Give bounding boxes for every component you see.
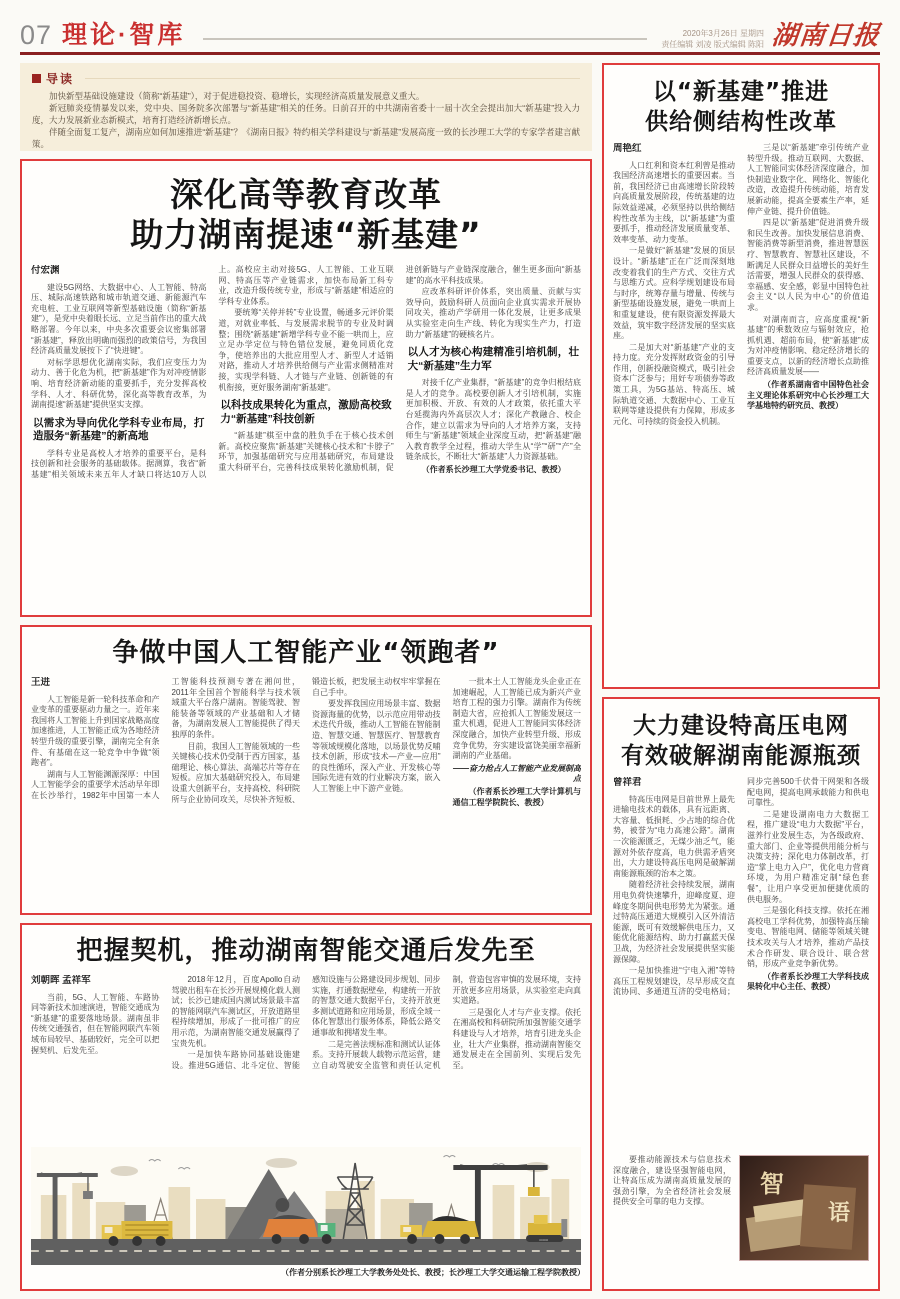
article-traffic-body: [31, 975, 581, 1143]
headline-line-1: 大力建设特高压电网: [633, 713, 849, 739]
article-main: [20, 159, 592, 617]
flow-h: 以科技成果转化为重点，激励高校致力“新基建”科技创新: [220, 399, 392, 425]
article-traffic-attribution: （作者分别系长沙理工大学教务处处长、教授；长沙理工大学交通运输工程学院教授）: [281, 1268, 585, 1277]
flow-by: 王进: [31, 677, 51, 688]
construction-illustration: [31, 1147, 581, 1265]
flow-p: 二是加大对“新基建”产业的支持力度。充分发挥财政资金的引导作用，创新投融资模式，吸引社会资本广泛参与；用好专项债券等政策工具，为5G基站、特高压、城际轨道交通、大数据中心、工业互联网等建设提供有力保障，形成多元化、可持续的资金投入机制。: [613, 342, 735, 426]
article-ai-headline: 争做中国人工智能产业“领跑者”: [112, 638, 500, 668]
flow-p: 对标学思想优化湖南实际，我们应变压力为动力、善于化危为机，把“新基建”作为对冲疫情影响、培育经济新动能的重要抓手，充分发挥高校学科、人才、科研优势，深化高等教育改革，为湖南提速“新基建”提供坚实支撑。: [31, 357, 207, 410]
intro-box: [20, 63, 592, 151]
flow-p: 二是完善法规标准和测试认证体系。支持开展载人载物示范运营，建立自动驾驶安全监管和责任认定机制，营造包容审慎的发展环境，支持开放更多应用场景，从实验室走向真实道路。: [312, 975, 581, 1070]
flow-p: 三是以“新基建”牵引传统产业转型升级。推动互联网、大数据、人工智能同实体经济深度融合，加快制造业数字化、网络化、智能化改造，改造提升传统动能，培育发展新动能，提高全要素生产率，延伸产业链、提升价值链。: [747, 143, 869, 216]
article-ai-body: [31, 677, 581, 911]
flow-by: 周艳红: [613, 143, 642, 154]
flow-by: 曾祥君: [613, 777, 642, 788]
article-power-headline: [613, 711, 869, 771]
date-line: 2020年3月26日 星期四: [682, 29, 764, 38]
flow-p: 三是强化科技支撑。依托在湘高校电工学科优势，加强特高压输变电、智能电网、储能等领域关键技术攻关与人才培养，推动产品技术合作研发、联合设计、联合营销，形成产业竞争新优势。: [747, 906, 869, 969]
flow-h: 以人才为核心构建精准引培机制，壮大“新基建”生力军: [407, 346, 579, 372]
page-number: 07: [20, 20, 53, 50]
flow-p: 一是加快推进“宁电入湘”等特高压工程规划建设，尽早形成交直流协同、多通道互济的受电格局；同步完善500千伏骨干网架和各级配电网，提高电网承载能力和供电可靠性。: [613, 777, 869, 997]
flow-p: 湖南与人工智能渊源深厚：中国人工智能学会的重要学术活动早年即在长沙举行，1982年中国第一本人工智能科技预测专著在湘问世，2011年全国首个智能科学与技术领域重大平台落户湖南。智能驾驶、智能装备等领域的产业基础和人才储备，为湖南发展人工智能提供了得天独厚的条件。: [31, 677, 300, 800]
article-traffic-headline: 把握契机，推动湖南智能交通后发先至: [76, 936, 536, 966]
article-power: [602, 697, 880, 1291]
header-meta: [661, 22, 880, 50]
flow-p: 要发挥我国应用场景丰富、数据资源海量的优势，以示范应用带动技术迭代升级，推动人工智能在智能制造、智慧交通、智慧医疗、智慧教育等领域规模化落地，以场景优势反哺技术创新，形成“技术—产业—应用”的良性循环，深入产业、开发核心等国际先进有效的行业解决方案，嵌入人工智能上中下游产业链。: [312, 699, 441, 793]
article-supply-headline: [613, 77, 869, 137]
article-ai: [20, 625, 592, 915]
article-supply: [602, 63, 880, 689]
intro-title: 导读: [46, 72, 75, 86]
flow-p: 随着经济社会持续发展，湖南用电负荷快速攀升，迎峰度夏、迎峰度冬期间供电形势尤为紧张。通过特高压通道大规模引入区外清洁能源，既可有效缓解供电压力，又能优化能源结构、助力打赢蓝天保卫战，为经济社会发展提供坚实能源保障。: [613, 880, 735, 964]
flow-p: 三是强化人才与产业支撑。依托在湘高校和科研院所加强智能交通学科建设与人才培养，培育引进龙头企业，壮大产业集群，推动湖南智能交通发展走在全国前列、实现后发先至。: [452, 1007, 581, 1070]
section-title: 理论·智库: [62, 21, 186, 49]
right-column: [602, 63, 880, 1291]
flow-attr: （作者系长沙理工大学科技成果转化中心主任、教授）: [747, 971, 869, 992]
header-bar: [20, 52, 880, 55]
intro-label: [32, 70, 580, 87]
flow-em: ——奋力抢占人工智能产业发展制高点: [453, 763, 581, 784]
article-power-body: [613, 777, 869, 1149]
left-column: [20, 63, 592, 1291]
flow-p: 人口红利和资本红利曾是推动我国经济高速增长的重要因素。当前，我国经济已由高速增长阶段转向高质量发展阶段，传统基建的边际效益递减，必须坚持以供给侧结构性改革为主线，以“新基建”为重要抓手，推动经济发展质量变革、效率变革、动力变革。: [613, 160, 735, 244]
flow-p: 对湖南而言，应高度重视“新基建”的乘数效应与辐射效应，抢抓机遇、超前布局，使“新基建”成为对冲疫情影响、稳定经济增长的重要支点，以新的经济增长点助推经济高质量发展——: [747, 314, 869, 377]
flow-p: 建设5G网络、大数据中心、人工智能、特高压、城际高速铁路和城市轨道交通、新能源汽车充电桩、工业互联网等新型基础设施（简称“新基建”），是党中央着眼长远、立足当前作出的重大战略部署。今年以来，中央多次重要会议密集部署“新基建”，释放出明确而强烈的政策信号，为我国经济高质量发展按下了“快进键”。: [31, 282, 207, 356]
date-editors: [661, 28, 764, 50]
flow-p: 要统筹“关停并转”专业设置，畅通多元评价渠道，对就业率低、与发展需求脱节的专业及时调整；围绕“新基建”新增学科专业不能一哄而上，应立足办学定位与特色错位发展，避免同质化竞争，使培养出的大批应用型人才、新型人才适销对路，推动人才培养供给侧与产业需求侧精准对接，实现学科链、人才链与产业链、创新链的有机衔接，更好服务湖南“新基建”。: [218, 308, 394, 392]
header-rule: [203, 38, 647, 40]
page-content: [20, 63, 880, 1291]
flow-p: 当前，5G、人工智能、车路协同等新技术加速演进，智能交通成为“新基建”的重要落地场景。湖南虽非传统交通强省，但在智能网联汽车领域布局较早、基础较好，完全可以把握契机、后发先至。: [31, 992, 160, 1055]
flow-p: 加快新型基础设施建设（简称“新基建”），对于促进稳投资、稳增长，实现经济高质量发展意义重大。: [49, 91, 425, 101]
calligraphy-glyph: 语: [828, 1200, 851, 1226]
flow-p: 一是加快车路协同基础设施建设。推进5G通信、北斗定位、智能感知设施与公路建设同步规划、同步实施，打通数据壁垒，构建统一开放的智慧交通大数据平台，支持开放更多测试道路和应用场景，形成全域一体化智慧出行服务体系，降低公路交通事故和拥堵发生率。: [171, 975, 441, 1070]
books-photo: [739, 1155, 869, 1261]
flow-p: 二是建设湖南电力大数据工程，推广建设“电力大数据”平台，滋养行业发展生态，为各级政府、重大部门、企业等提供用能分析与决策支持；深化电力体制改革，打造“掌上电力入户”，优化电力营商环境，为用户精准定制“绿色套餐”，让用户享受更加便捷优质的供电服务。: [747, 809, 869, 904]
flow-p: 应改革科研评价体系，突出质量、贡献与实效导向，鼓励科研人员面向企业真实需求开展协同攻关，推动产学研用一体化发展，让更多成果从实验室走向生产线、转化为现实生产力，打造助力“新基建”的硬核名片。: [405, 287, 581, 339]
article-supply-body: [613, 143, 869, 671]
headline-line-2: 助力湖南提速“新基建”: [130, 215, 482, 254]
headline-line-1: 深化高等教育改革: [170, 175, 442, 214]
flow-by: 付宏渊: [31, 265, 60, 276]
flow-p: 一批本土人工智能龙头企业正在加速崛起，人工智能已成为新兴产业培育工程的强力引擎。湖南作为传统制造大省，应抢抓人工智能发展这一重大机遇，促进人工智能同实体经济深度融合，加快产业转型升级、形成竞争优势，夯实建设富饶美丽幸福新湖南的产业基础。: [452, 677, 581, 761]
headline-line-2: 供给侧结构性改革: [645, 109, 837, 135]
flow-p: 要推动能源技术与信息技术深度融合，建设坚强智能电网，让特高压成为湖南高质量发展的强劲引擎，为全省经济社会发展提供安全可靠的电力支撑。: [613, 1155, 731, 1207]
flow-p: 新冠肺炎疫情暴发以来，党中央、国务院多次部署与“新基建”相关的任务。日前召开的中共湖南省委十一届十次全会提出加大“新基建”投入力度，大力发展新业态新模式，培育打造经济新增长点。: [32, 103, 580, 125]
intro-body: [32, 90, 580, 150]
square-bullet-icon: [32, 74, 41, 83]
flow-attr: （作者系长沙理工大学党委书记、教授）: [421, 464, 566, 474]
flow-by: 刘朝晖 孟祥军: [31, 975, 91, 986]
calligraphy-glyph: 智: [760, 1169, 784, 1198]
article-main-headline: [31, 175, 581, 255]
flow-attr: （作者系湖南省中国特色社会主义理论体系研究中心长沙理工大学基地特约研究员、教授）: [747, 380, 869, 411]
flow-p: “新基建”棋至中盘的胜负手在于核心技术创新。高校应聚焦“新基建”关键核心技术和“卡脖子”环节，加强基础研究与应用基础研究，布局建设重大科研平台，完善科技成果转化激励机制，促进创新链与产业链深度融合，催生更多面向“新基建”的高水平科技成果。: [218, 265, 581, 472]
article-power-footer: [613, 1155, 869, 1261]
intro-rule: [85, 78, 580, 79]
headline-line-2: 有效破解湖南能源瓶颈: [621, 743, 861, 769]
flow-p: 特高压电网是目前世界上最先进输电技术的载体，具有远距离、大容量、低损耗、少占地的综合优势，被誉为“电力高速公路”。湖南一次能源匮乏，无煤少油乏气，能源对外依存度高，电力供需矛盾突出，大力建设特高压电网是破解湖南能源瓶颈的治本之策。: [613, 794, 735, 878]
editors-line: 责任编辑 刘凌 版式编辑 陈阳: [661, 40, 764, 49]
flow-p: 伴随全面复工复产，湖南应如何加速推进“新基建”？《湖南日报》特约相关学科建设与“新基建”发展高度一致的长沙理工大学的专家学者建言献策。: [32, 127, 580, 149]
flow-p: 对接千亿产业集群，“新基建”的竞争归根结底是人才的竞争。高校要创新人才引培机制，实施更加积极、开放、有效的人才政策，依托重大平台延揽海内外高层次人才；深化产教融合、校企合作，建立以需求为导向的人才培养方案，支持师生与“新基建”领域企业深度互动，把“新基建”融入教育教学全过程，推动大学生从“学”“研”“产”全链条成长，不断壮大“新基建”人力资源基础。: [405, 378, 581, 462]
article-power-footer-text: [613, 1155, 731, 1209]
masthead-logo: 湖南日报: [770, 21, 882, 51]
flow-p: 目前，我国人工智能领域的一些关键核心技术仍受制于西方国家，基础理论、核心算法、高端芯片等存在短板。应加大基础研究投入，布局建设重大创新平台，支持高校、科研院所与企业协同攻关，尽快补齐短板、锻造长板，把发展主动权牢牢掌握在自己手中。: [171, 677, 441, 804]
flow-p: 一是做好“新基建”发展的顶层设计。“新基建”正在广泛而深刻地改变着我们的生产方式、交往方式与思维方式。应科学规划建设布局与时序，统筹存量与增量、传统与新型基础设施发展，避免一哄而上和重复建设，使有限资源发挥最大效益，筑牢数字经济发展的坚实底座。: [613, 246, 735, 341]
flow-p: 2018年12月，百度Apollo自动驾驶出租车在长沙开展规模化载人测试；长沙已建成国内测试场景最丰富的智能网联汽车测试区，开放道路里程持续增加，形成了一批可推广的应用示范，为湖南智能交通发展赢得了宝贵先机。: [171, 975, 300, 1048]
flow-attr: （作者系长沙理工大学计算机与通信工程学院院长、教授）: [452, 786, 581, 807]
flow-p: 学科专业是高校人才培养的重要平台，是科技创新和社会服务的基础载体。据测算，我省“新基建”相关领域未来五年人才缺口将达10万人以上。高校应主动对接5G、人工智能、工业互联网、特高压等产业链需求，加快布局新工科专业，改造升级传统专业，形成与“新基建”相适应的学科专业体系。: [31, 265, 394, 479]
svg-text:oooo: oooo: [539, 1236, 549, 1243]
article-traffic: [20, 923, 592, 1291]
headline-line-1: 以“新基建”推进: [652, 79, 830, 105]
flow-h: 以需求为导向优化学科专业布局，打造服务“新基建”的新高地: [33, 416, 205, 443]
page-header: [20, 10, 880, 50]
article-main-body: [31, 265, 581, 603]
flow-p: 人工智能是新一轮科技革命和产业变革的重要驱动力量之一。近年来我国将人工智能上升到国家战略高度加速推进，人工智能正成为各地经济转型升级的重要引擎，湖南完全有条件、有基础在这一轮竞争中争做“领跑者”。: [31, 694, 160, 768]
flow-p: 四是以“新基建”促进消费升级和民生改善。加快发展信息消费、智能消费等新型消费，推进智慧医疗、智慧教育、智慧社区建设，不断满足人民群众日益增长的美好生活需要，增强人民群众的获得感、幸福感、安全感，彰显中国特色社会主义“以人民为中心”的价值追求。: [747, 218, 869, 312]
